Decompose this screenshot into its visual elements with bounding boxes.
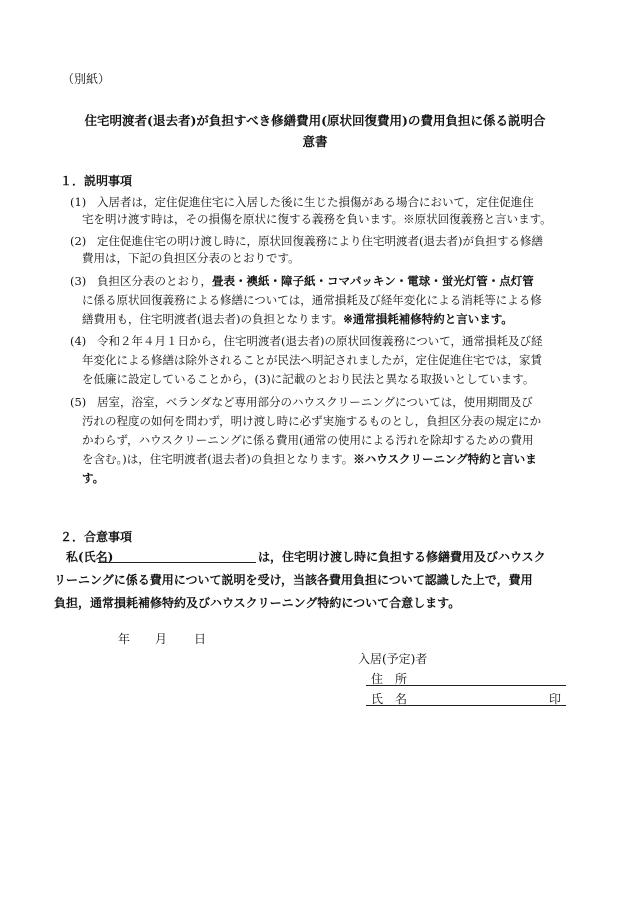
item1-number: (1)	[70, 195, 87, 209]
item4-line3: を低廉に設定していることから，(3)に記載のとおり民法と異なる取扱いとしています。	[82, 372, 535, 386]
item5-line4-plain: を含む。)は，住宅明渡者(退去者)の負担となります。	[82, 452, 354, 466]
item4-line1: 令和２年４月１日から，住宅明渡者(退去者)の原状回復義務について，通常損耗及び経	[97, 334, 543, 348]
name-label: 氏 名	[371, 692, 408, 706]
consent-line2: リーニングに係る費用について説明を受け，当該各費用負担について認識した上で，費用	[54, 573, 533, 587]
item4-line2: 年変化による修繕は除外されることが民法へ明記されましたが，定住促進住宅では，家賃	[82, 353, 542, 367]
document-title-line2: 意書	[302, 134, 328, 149]
name-entry-line-signature[interactable]	[366, 705, 566, 706]
date-year: 年	[118, 632, 131, 646]
item4-number: (4)	[70, 334, 87, 348]
item3-line3-plain: 繕費用も，住宅明渡者(退去者)の負担となります。	[82, 312, 344, 326]
item2-line2: 費用は，下記の負担区分表のとおりです。	[82, 251, 300, 265]
date-month: 月	[155, 632, 168, 646]
section1-heading: １．説明事項	[60, 174, 133, 188]
item5-line4-bold: ※ハウスクリーニング特約と言いま	[353, 452, 537, 466]
item5-line1: 居室，浴室，ベランダなど専用部分のハウスクリーニングについては，使用期間及び	[97, 395, 533, 409]
consent-line3: 負担，通常損耗補修特約及びハウスクリーニング特約について合意します。	[54, 596, 461, 610]
section2-heading: ２．合意事項	[60, 530, 133, 544]
item3-line2: に係る原状回復義務による修繕については，通常損耗及び経年変化による消耗等による修	[82, 293, 542, 307]
name-entry-line[interactable]	[98, 562, 256, 563]
item3-line3	[82, 311, 513, 327]
item3-number: (3)	[70, 274, 87, 288]
item3-line1-plain: 負担区分表のとおり，	[97, 274, 212, 288]
annex-label: （別紙）	[62, 72, 111, 86]
item2-number: (2)	[70, 234, 87, 248]
consent-line1: は，住宅明け渡し時に負担する修繕費用及びハウスク	[258, 550, 546, 564]
address-entry-line[interactable]	[366, 685, 566, 686]
seal-label: 印	[549, 692, 562, 706]
consent-name-prefix: 私(氏名)	[66, 550, 114, 564]
item3-line1	[97, 273, 534, 289]
document-title-line1: 住宅明渡者(退去者)が負担すべき修繕費用(原状回復費用)の費用負担に係る説明合	[84, 113, 546, 128]
item5-line2: 汚れの程度の如何を問わず，明け渡し時に必ず実施するものとし，負担区分表の規定にか	[82, 414, 542, 428]
item2-line1: 定住促進住宅の明け渡し時に，原状回復義務により住宅明渡者(退去者)が負担する修繕	[97, 234, 543, 248]
item5-line3: かわらず，ハウスクリーニングに係る費用(通常の使用による汚れを除却するための費用	[82, 433, 534, 447]
item3-line3-bold: ※通常損耗補修特約と言います。	[343, 312, 513, 326]
item1-line1: 入居者は，定住促進住宅に入居した後に生じた損傷がある場合において，定住促進住	[97, 195, 534, 209]
item5-line4	[82, 451, 537, 467]
item5-line5: す。	[82, 471, 105, 485]
item5-number: (5)	[70, 395, 87, 409]
address-label: 住 所	[371, 672, 408, 686]
item1-line2: 宅を明け渡す時は，その損傷を原状に復する義務を負います。※原状回復義務と言います。	[82, 212, 552, 226]
item3-line1-bold: 畳表・襖紙・障子紙・コマパッキン・電球・蛍光灯管・点灯管	[212, 274, 534, 288]
date-day: 日	[194, 632, 207, 646]
signature-heading: 入居(予定)者	[358, 652, 428, 666]
